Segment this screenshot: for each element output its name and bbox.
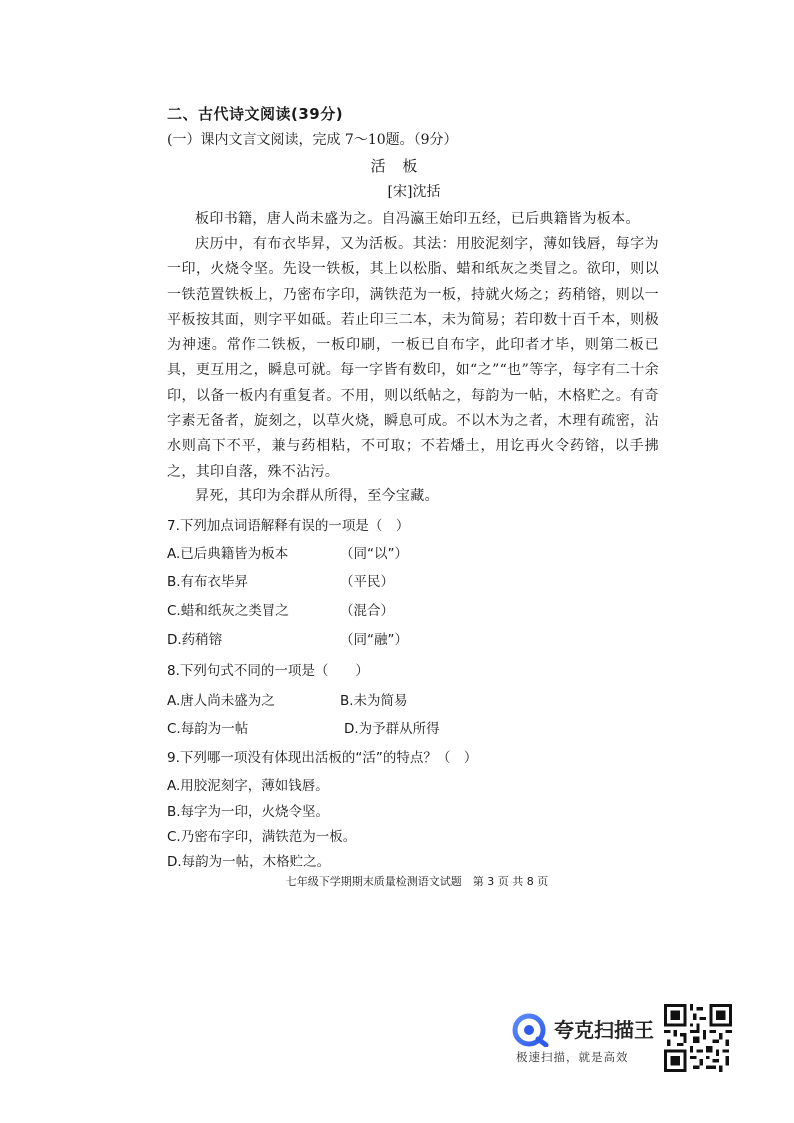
- brand-name: 夸克扫描王: [554, 1018, 654, 1042]
- text-author: [宋]沈括: [387, 184, 441, 200]
- text-title: 活 板: [370, 157, 424, 175]
- question-8-option-a: A.唐人尚未盛为之: [167, 693, 275, 709]
- question-8-option-d: D.为予群从所得: [344, 721, 440, 737]
- question-7-stem: 7.下列加点词语解释有误的一项是（ ）: [167, 518, 410, 534]
- question-7-option-b: B.有布衣毕昇: [167, 574, 249, 590]
- question-7-option-d: D.药稍镕: [167, 632, 223, 648]
- question-7-option-c: C.蜡和纸灰之类冒之: [167, 603, 289, 619]
- question-9-option-c: C.乃密布字印，满铁范为一板。: [167, 829, 357, 845]
- text-paragraph-3: 昇死，其印为余群从所得，至今宝藏。: [195, 488, 439, 504]
- text-paragraph-2: 庆历中，有布衣毕昇，又为活板。其法：用胶泥刻字，薄如钱唇，每字为一印，火烧令坚。先设一铁板，其上以松脂、蜡和纸灰之类冒之。欲印，则以一铁范置铁板上，乃密布字印，满铁范为一板，持就火炀之；药稍镕，则以一平板按其面，则字平如砥。若止印三二本，未为简易；若印数十百千本，则极为神速。常作二铁板，一板印刷，一板已自布字，此印者才毕，则第二板已具，更互用之，瞬息可就。每一字皆有数印，如“之”“也”等字，每字有二十余印，以备一板内有重复者。不用，则以纸帖之，每韵为一帖，木格贮之。有奇字素无备者，旋刻之，以草火烧，瞬息可成。不以木为之者，木理有疏密，沾水则高下不平，兼与药相粘，不可取；不若燔土，用讫再火令药镕，以手拂之，其印自落，殊不沾污。: [167, 236, 659, 480]
- quark-logo-icon: [512, 1013, 550, 1047]
- question-7-option-c-gloss: （混合）: [340, 603, 394, 619]
- question-7-option-d-gloss: （同“融”）: [340, 632, 408, 648]
- section-subtitle: (一）课内文言文阅读，完成 7～10题。（9分）: [167, 132, 458, 148]
- page-footer: 七年级下学期期末质量检测语文试题 第 3 页 共 8 页: [285, 875, 549, 888]
- question-8-option-c: C.每韵为一帖: [167, 721, 249, 737]
- question-7-option-a-gloss: （同“以”）: [340, 546, 408, 562]
- text-paragraph-1: 板印书籍，唐人尚未盛为之。自冯瀛王始印五经，已后典籍皆为板本。: [195, 211, 640, 227]
- question-7-option-b-gloss: （平民）: [340, 574, 394, 590]
- question-9-option-a: A.用胶泥刻字，薄如钱唇。: [167, 778, 329, 794]
- section-title: 二、古代诗文阅读(39分): [167, 105, 344, 123]
- question-8-stem: 8.下列句式不同的一项是（ ）: [167, 663, 369, 679]
- question-9-option-d: D.每韵为一帖，木格贮之。: [167, 854, 331, 870]
- question-7-option-a: A.已后典籍皆为板本: [167, 546, 289, 562]
- question-9-option-b: B.每字为一印，火烧令坚。: [167, 804, 330, 820]
- brand-slogan: 极速扫描，就是高效: [516, 1050, 629, 1064]
- qr-code-icon: [664, 1004, 732, 1072]
- question-8-option-b: B.未为简易: [340, 693, 408, 709]
- question-9-stem: 9.下列哪一项没有体现出活板的“活”的特点？（ ）: [167, 750, 478, 766]
